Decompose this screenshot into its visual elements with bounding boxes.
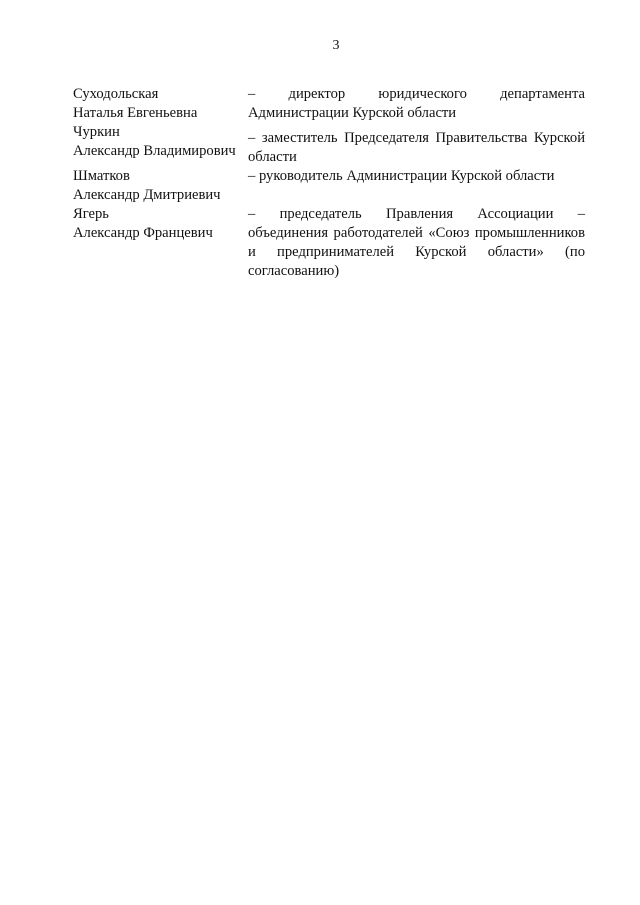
list-item — [73, 123, 585, 167]
list-item — [73, 205, 585, 281]
member-name — [73, 167, 248, 205]
member-surname: Ягерь — [73, 206, 109, 222]
member-position: – председатель Правления Ассоциации – объединения работодателей «Союз промышленников и предпринимателей Курской области» (по согласованию) — [248, 206, 585, 279]
member-surname: Шматков — [73, 168, 130, 184]
member-name — [73, 205, 248, 281]
member-given-names: Александр Владимирович — [73, 143, 236, 159]
member-position: – директор юридического департамента Администрации Курской области — [248, 86, 585, 121]
list-item — [73, 167, 585, 205]
list-item — [73, 85, 585, 123]
member-position: – руководитель Администрации Курской области — [248, 168, 555, 184]
member-name — [73, 123, 248, 167]
member-surname: Чуркин — [73, 124, 120, 140]
member-name — [73, 85, 248, 123]
member-given-names: Александр Францевич — [73, 225, 213, 241]
member-given-names: Наталья Евгеньевна — [73, 105, 198, 121]
members-list — [73, 85, 585, 281]
member-given-names: Александр Дмитриевич — [73, 187, 221, 203]
member-position: – заместитель Председателя Правительства Курской области — [248, 130, 585, 165]
member-surname: Суходольская — [73, 86, 159, 102]
page-number: 3 — [332, 38, 340, 53]
